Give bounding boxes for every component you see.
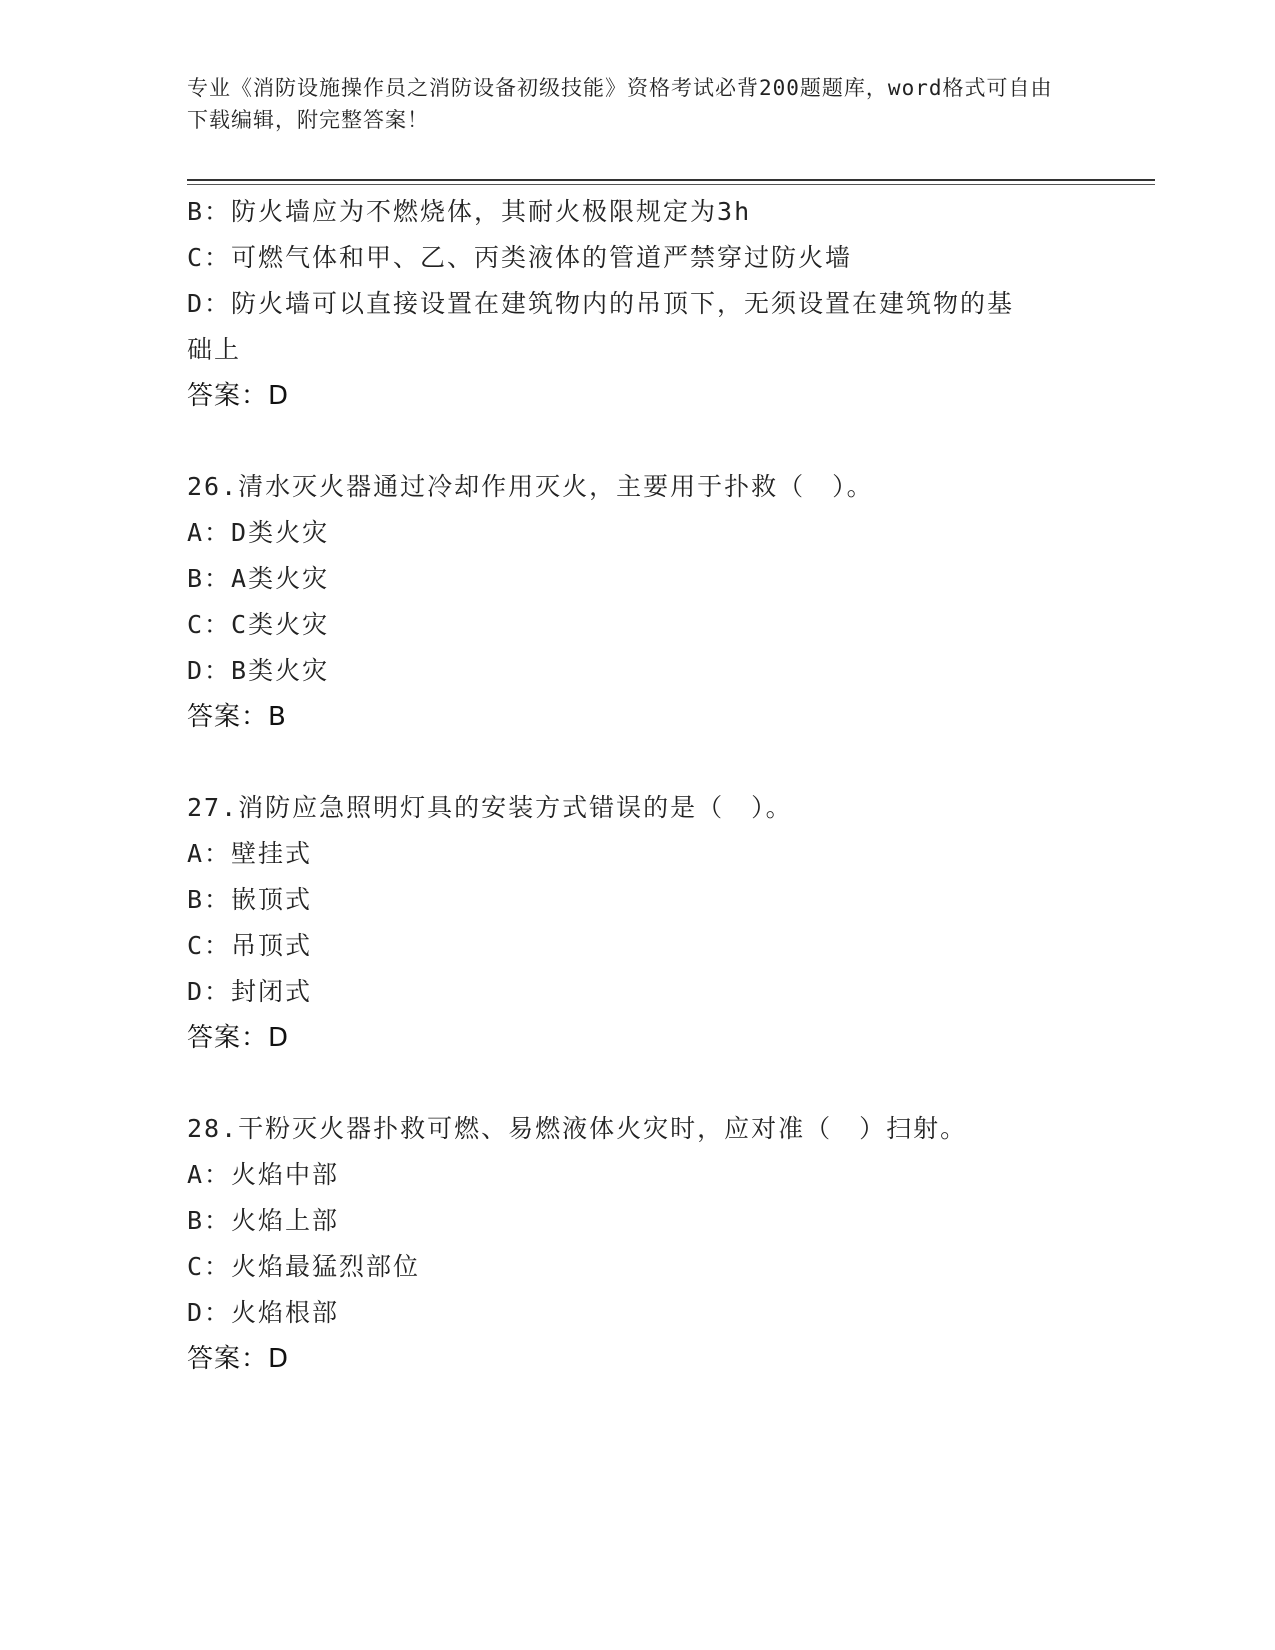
question-list (187, 189, 1087, 1382)
answer: 答案：B (187, 702, 287, 732)
option-d: D：防火墙可以直接设置在建筑物内的吊顶下，无须设置在建筑物的基 (187, 289, 1015, 318)
option-a: A：D类火灾 (187, 518, 330, 547)
question-27 (187, 785, 1087, 1061)
answer: 答案：D (187, 381, 290, 411)
answer: 答案：D (187, 1344, 290, 1374)
option-c: C：C类火灾 (187, 610, 330, 639)
question-25-continued (187, 189, 1087, 419)
option-d: D：封闭式 (187, 977, 313, 1006)
option-c: C：吊顶式 (187, 931, 313, 960)
option-b: B：嵌顶式 (187, 885, 313, 914)
question-stem: 28.干粉灭火器扑救可燃、易燃液体火灾时，应对准（ ）扫射。 (187, 1114, 968, 1143)
question-stem: 26.清水灭火器通过冷却作用灭火，主要用于扑救（ ）。 (187, 472, 874, 501)
option-c: C：火焰最猛烈部位 (187, 1252, 421, 1281)
option-b: B：火焰上部 (187, 1206, 340, 1235)
option-a: A：火焰中部 (187, 1160, 340, 1189)
option-d: D：B类火灾 (187, 656, 330, 685)
option-c: C：可燃气体和甲、乙、丙类液体的管道严禁穿过防火墙 (187, 243, 853, 272)
option-d-continued: 础上 (187, 335, 242, 364)
header-divider (187, 179, 1155, 181)
question-26 (187, 464, 1087, 740)
answer: 答案：D (187, 1023, 290, 1053)
option-b: B：防火墙应为不燃烧体，其耐火极限规定为3h (187, 197, 752, 226)
question-28 (187, 1106, 1087, 1382)
option-d: D：火焰根部 (187, 1298, 340, 1327)
header-divider-thin (187, 184, 1155, 185)
page-header: 专业《消防设施操作员之消防设备初级技能》资格考试必背200题题库，word格式可自由下载编辑，附完整答案！ (187, 76, 1053, 132)
option-a: A：壁挂式 (187, 839, 313, 868)
option-b: B：A类火灾 (187, 564, 330, 593)
question-stem: 27.消防应急照明灯具的安装方式错误的是（ ）。 (187, 793, 793, 822)
